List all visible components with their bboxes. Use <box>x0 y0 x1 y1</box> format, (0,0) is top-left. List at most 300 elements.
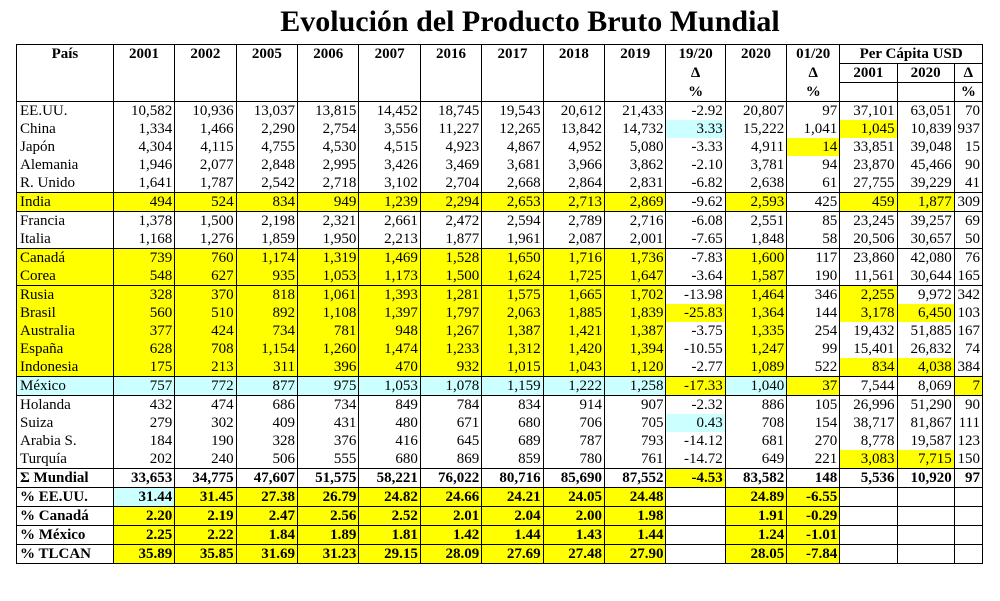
value-cell: 2.19 <box>175 507 236 526</box>
value-cell: 416 <box>359 432 420 450</box>
value-cell: 1,276 <box>175 230 236 249</box>
value-cell: 309 <box>954 193 982 212</box>
value-cell: 10,920 <box>897 469 954 488</box>
value-cell: 4,952 <box>543 138 604 156</box>
value-cell <box>666 507 725 526</box>
value-cell: 548 <box>113 267 174 286</box>
value-cell <box>897 526 954 545</box>
value-cell: -2.10 <box>666 156 725 174</box>
value-cell: 90 <box>954 396 982 415</box>
value-cell: 23,860 <box>840 249 897 268</box>
value-cell: 409 <box>236 414 297 432</box>
value-cell: 645 <box>420 432 481 450</box>
value-cell: 11,561 <box>840 267 897 286</box>
value-cell: 80,716 <box>482 469 543 488</box>
delta-symbol: Δ <box>666 64 725 83</box>
value-cell: 0.43 <box>666 414 725 432</box>
value-cell: 14,732 <box>605 120 666 138</box>
country-name: % EE.UU. <box>17 488 114 507</box>
value-cell: 1,108 <box>298 304 359 322</box>
value-cell: 2,668 <box>482 174 543 193</box>
value-cell: 5,536 <box>840 469 897 488</box>
value-cell: 2.01 <box>420 507 481 526</box>
value-cell: 2.47 <box>236 507 297 526</box>
country-name: India <box>17 193 114 212</box>
value-cell: 1,393 <box>359 286 420 305</box>
country-name: Francia <box>17 212 114 231</box>
value-cell: 70 <box>954 102 982 121</box>
country-name: Holanda <box>17 396 114 415</box>
value-cell: 31.69 <box>236 545 297 564</box>
value-cell: 459 <box>840 193 897 212</box>
value-cell: 5,080 <box>605 138 666 156</box>
value-cell: 41 <box>954 174 982 193</box>
year-header: 2005 <box>236 45 297 64</box>
value-cell: 869 <box>420 450 481 469</box>
value-cell: 1.81 <box>359 526 420 545</box>
value-cell: 1,787 <box>175 174 236 193</box>
value-cell: 627 <box>175 267 236 286</box>
value-cell: 190 <box>787 267 840 286</box>
value-cell: 26.79 <box>298 488 359 507</box>
table-row <box>17 322 983 340</box>
value-cell: 2.04 <box>482 507 543 526</box>
value-cell: 480 <box>359 414 420 432</box>
value-cell: 51,290 <box>897 396 954 415</box>
value-cell: 103 <box>954 304 982 322</box>
value-cell: 1.91 <box>725 507 786 526</box>
value-cell: 949 <box>298 193 359 212</box>
value-cell: 1.24 <box>725 526 786 545</box>
value-cell: 83,582 <box>725 469 786 488</box>
value-cell: 4,530 <box>298 138 359 156</box>
value-cell: -6.55 <box>787 488 840 507</box>
value-cell: 834 <box>482 396 543 415</box>
value-cell: 2,713 <box>543 193 604 212</box>
value-cell: 27.48 <box>543 545 604 564</box>
value-cell: 144 <box>787 304 840 322</box>
value-cell: 24.21 <box>482 488 543 507</box>
country-name: España <box>17 340 114 358</box>
pc-2020-header: 2020 <box>897 64 954 83</box>
year-header: 2017 <box>482 45 543 64</box>
value-cell: 757 <box>113 377 174 396</box>
value-cell: 13,037 <box>236 102 297 121</box>
value-cell: 45,466 <box>897 156 954 174</box>
value-cell: 1,319 <box>298 249 359 268</box>
value-cell: -1.01 <box>787 526 840 545</box>
value-cell: 4,923 <box>420 138 481 156</box>
value-cell: 1,078 <box>420 377 481 396</box>
value-cell: 50 <box>954 230 982 249</box>
value-cell: 202 <box>113 450 174 469</box>
country-name: China <box>17 120 114 138</box>
value-cell: 37 <box>787 377 840 396</box>
value-cell: 1,474 <box>359 340 420 358</box>
country-name: Japón <box>17 138 114 156</box>
value-cell: 1,247 <box>725 340 786 358</box>
value-cell: 270 <box>787 432 840 450</box>
value-cell: 708 <box>175 340 236 358</box>
value-cell: 190 <box>175 432 236 450</box>
value-cell: 311 <box>236 358 297 377</box>
value-cell: 76 <box>954 249 982 268</box>
value-cell: 1.43 <box>543 526 604 545</box>
value-cell: 370 <box>175 286 236 305</box>
value-cell: 2,661 <box>359 212 420 231</box>
value-cell: 2,869 <box>605 193 666 212</box>
value-cell: 74 <box>954 340 982 358</box>
value-cell: 31.23 <box>298 545 359 564</box>
value-cell: -3.64 <box>666 267 725 286</box>
value-cell: 15,401 <box>840 340 897 358</box>
value-cell: -2.92 <box>666 102 725 121</box>
value-cell: 3,469 <box>420 156 481 174</box>
value-cell: 3.33 <box>666 120 725 138</box>
value-cell: 85,690 <box>543 469 604 488</box>
value-cell: 39,257 <box>897 212 954 231</box>
value-cell: 1,312 <box>482 340 543 358</box>
value-cell: 28.05 <box>725 545 786 564</box>
table-row <box>17 249 983 268</box>
value-cell: 2,593 <box>725 193 786 212</box>
percent-unit: % <box>787 83 840 102</box>
year-header: 2019 <box>605 45 666 64</box>
value-cell: 780 <box>543 450 604 469</box>
value-cell: 2,653 <box>482 193 543 212</box>
value-cell: 734 <box>236 322 297 340</box>
value-cell: 154 <box>787 414 840 432</box>
value-cell: 510 <box>175 304 236 322</box>
value-cell: 6,450 <box>897 304 954 322</box>
value-cell: 877 <box>236 377 297 396</box>
value-cell: 47,607 <box>236 469 297 488</box>
share-row <box>17 488 983 507</box>
value-cell: 2,198 <box>236 212 297 231</box>
value-cell: 33,653 <box>113 469 174 488</box>
value-cell: 3,966 <box>543 156 604 174</box>
value-cell <box>954 488 982 507</box>
value-cell: 2,864 <box>543 174 604 193</box>
change-1920-header: 19/20 <box>666 45 725 64</box>
value-cell: 19,543 <box>482 102 543 121</box>
value-cell: 1,641 <box>113 174 174 193</box>
value-cell: 38,717 <box>840 414 897 432</box>
gdp-table <box>16 44 983 564</box>
table-row <box>17 120 983 138</box>
value-cell: 932 <box>420 358 481 377</box>
value-cell: 35.89 <box>113 545 174 564</box>
table-row <box>17 193 983 212</box>
value-cell: 15 <box>954 138 982 156</box>
value-cell: 834 <box>236 193 297 212</box>
value-cell: -14.72 <box>666 450 725 469</box>
value-cell: 1,397 <box>359 304 420 322</box>
value-cell: 948 <box>359 322 420 340</box>
value-cell: 94 <box>787 156 840 174</box>
value-cell: 23,870 <box>840 156 897 174</box>
value-cell: 7,544 <box>840 377 897 396</box>
value-cell: 760 <box>175 249 236 268</box>
year-header: 2001 <box>113 45 174 64</box>
value-cell: 4,515 <box>359 138 420 156</box>
value-cell: 2,704 <box>420 174 481 193</box>
value-cell: 1.42 <box>420 526 481 545</box>
value-cell: 150 <box>954 450 982 469</box>
value-cell: 42,080 <box>897 249 954 268</box>
value-cell: 1,528 <box>420 249 481 268</box>
country-name: Australia <box>17 322 114 340</box>
value-cell: 20,612 <box>543 102 604 121</box>
country-name: Indonesia <box>17 358 114 377</box>
value-cell: 1,575 <box>482 286 543 305</box>
value-cell: 11,227 <box>420 120 481 138</box>
value-cell: -17.33 <box>666 377 725 396</box>
value-cell: 1,120 <box>605 358 666 377</box>
year-header: 2016 <box>420 45 481 64</box>
value-cell <box>666 545 725 564</box>
value-cell <box>840 526 897 545</box>
year-2020-header: 2020 <box>725 45 786 64</box>
value-cell: 1,267 <box>420 322 481 340</box>
value-cell: -4.53 <box>666 469 725 488</box>
value-cell: -2.32 <box>666 396 725 415</box>
year-header: 2018 <box>543 45 604 64</box>
value-cell: 1,015 <box>482 358 543 377</box>
value-cell: -7.65 <box>666 230 725 249</box>
delta-symbol: Δ <box>787 64 840 83</box>
value-cell: 14,452 <box>359 102 420 121</box>
table-row <box>17 286 983 305</box>
value-cell: 522 <box>787 358 840 377</box>
value-cell: 2,848 <box>236 156 297 174</box>
value-cell: 165 <box>954 267 982 286</box>
value-cell: 10,582 <box>113 102 174 121</box>
value-cell: 15,222 <box>725 120 786 138</box>
table-row <box>17 340 983 358</box>
value-cell: 4,911 <box>725 138 786 156</box>
value-cell: 1,466 <box>175 120 236 138</box>
value-cell: 1,174 <box>236 249 297 268</box>
table-row <box>17 358 983 377</box>
value-cell: 834 <box>840 358 897 377</box>
value-cell: 328 <box>113 286 174 305</box>
value-cell: 1,885 <box>543 304 604 322</box>
value-cell: 2.52 <box>359 507 420 526</box>
value-cell: 1,364 <box>725 304 786 322</box>
value-cell: 1,725 <box>543 267 604 286</box>
value-cell: 1,797 <box>420 304 481 322</box>
country-name: Suiza <box>17 414 114 432</box>
value-cell: 1,239 <box>359 193 420 212</box>
value-cell: 30,644 <box>897 267 954 286</box>
value-cell: 1,222 <box>543 377 604 396</box>
value-cell: 87,552 <box>605 469 666 488</box>
value-cell: 29.15 <box>359 545 420 564</box>
value-cell: 671 <box>420 414 481 432</box>
value-cell: 2.25 <box>113 526 174 545</box>
value-cell: 396 <box>298 358 359 377</box>
value-cell: 24.05 <box>543 488 604 507</box>
value-cell: 2,995 <box>298 156 359 174</box>
value-cell: 19,432 <box>840 322 897 340</box>
value-cell: 63,051 <box>897 102 954 121</box>
value-cell: 1,173 <box>359 267 420 286</box>
value-cell: 975 <box>298 377 359 396</box>
value-cell: 3,083 <box>840 450 897 469</box>
value-cell: 1,464 <box>725 286 786 305</box>
value-cell <box>954 545 982 564</box>
value-cell: 1,233 <box>420 340 481 358</box>
table-row <box>17 450 983 469</box>
value-cell: 2,831 <box>605 174 666 193</box>
page-title: Evolución del Producto Bruto Mundial <box>280 5 780 38</box>
value-cell: 2,551 <box>725 212 786 231</box>
value-cell: 24.89 <box>725 488 786 507</box>
value-cell: -25.83 <box>666 304 725 322</box>
value-cell: 35.85 <box>175 545 236 564</box>
country-name: Brasil <box>17 304 114 322</box>
country-name: Canadá <box>17 249 114 268</box>
value-cell: 1,040 <box>725 377 786 396</box>
value-cell: 1,168 <box>113 230 174 249</box>
value-cell: 2,472 <box>420 212 481 231</box>
value-cell: 51,575 <box>298 469 359 488</box>
value-cell: 474 <box>175 396 236 415</box>
value-cell: 21,433 <box>605 102 666 121</box>
value-cell: 85 <box>787 212 840 231</box>
value-cell: 81,867 <box>897 414 954 432</box>
value-cell: 4,304 <box>113 138 174 156</box>
value-cell: -7.83 <box>666 249 725 268</box>
value-cell: 1,702 <box>605 286 666 305</box>
value-cell: 1,089 <box>725 358 786 377</box>
value-cell: 1,500 <box>175 212 236 231</box>
value-cell: 1,378 <box>113 212 174 231</box>
value-cell: 117 <box>787 249 840 268</box>
header-row-2 <box>17 64 983 83</box>
value-cell: 213 <box>175 358 236 377</box>
value-cell: 1,260 <box>298 340 359 358</box>
value-cell: 681 <box>725 432 786 450</box>
value-cell: 2.00 <box>543 507 604 526</box>
value-cell: 346 <box>787 286 840 305</box>
value-cell: 3,781 <box>725 156 786 174</box>
value-cell: 9,972 <box>897 286 954 305</box>
value-cell: 1,650 <box>482 249 543 268</box>
value-cell: 739 <box>113 249 174 268</box>
value-cell: 23,245 <box>840 212 897 231</box>
value-cell <box>954 507 982 526</box>
value-cell: 524 <box>175 193 236 212</box>
value-cell: 1,848 <box>725 230 786 249</box>
value-cell: 494 <box>113 193 174 212</box>
value-cell: 686 <box>236 396 297 415</box>
value-cell: 2,716 <box>605 212 666 231</box>
value-cell: 184 <box>113 432 174 450</box>
value-cell: 24.48 <box>605 488 666 507</box>
value-cell: 39,048 <box>897 138 954 156</box>
value-cell: 175 <box>113 358 174 377</box>
value-cell: 2,638 <box>725 174 786 193</box>
value-cell: 12,265 <box>482 120 543 138</box>
value-cell: 221 <box>787 450 840 469</box>
value-cell <box>666 488 725 507</box>
value-cell: 734 <box>298 396 359 415</box>
value-cell: 4,755 <box>236 138 297 156</box>
value-cell: 772 <box>175 377 236 396</box>
value-cell: 58,221 <box>359 469 420 488</box>
value-cell <box>954 526 982 545</box>
value-cell: 1,877 <box>897 193 954 212</box>
value-cell: 279 <box>113 414 174 432</box>
value-cell: 20,506 <box>840 230 897 249</box>
country-name: % México <box>17 526 114 545</box>
value-cell: 10,936 <box>175 102 236 121</box>
value-cell: 892 <box>236 304 297 322</box>
value-cell: 2,718 <box>298 174 359 193</box>
value-cell: 1,394 <box>605 340 666 358</box>
value-cell: 1.44 <box>605 526 666 545</box>
value-cell <box>897 545 954 564</box>
value-cell: 914 <box>543 396 604 415</box>
value-cell: 8,069 <box>897 377 954 396</box>
percent-unit: % <box>954 83 982 102</box>
change-0120-header: 01/20 <box>787 45 840 64</box>
value-cell: 1,877 <box>420 230 481 249</box>
value-cell: 689 <box>482 432 543 450</box>
per-capita-header: Per Cápita USD <box>840 45 983 64</box>
value-cell: 1,045 <box>840 120 897 138</box>
table-row <box>17 102 983 121</box>
value-cell <box>840 488 897 507</box>
value-cell: 26,832 <box>897 340 954 358</box>
value-cell: 1,946 <box>113 156 174 174</box>
value-cell: 3,102 <box>359 174 420 193</box>
header-row-3 <box>17 83 983 102</box>
value-cell: -14.12 <box>666 432 725 450</box>
table-row <box>17 432 983 450</box>
value-cell: 31.45 <box>175 488 236 507</box>
value-cell: 2,294 <box>420 193 481 212</box>
value-cell: 506 <box>236 450 297 469</box>
value-cell: 1,716 <box>543 249 604 268</box>
value-cell <box>666 526 725 545</box>
value-cell: -6.82 <box>666 174 725 193</box>
value-cell: 342 <box>954 286 982 305</box>
value-cell: 1,624 <box>482 267 543 286</box>
value-cell: 111 <box>954 414 982 432</box>
value-cell: -9.62 <box>666 193 725 212</box>
value-cell: 2.20 <box>113 507 174 526</box>
value-cell: 1,053 <box>359 377 420 396</box>
value-cell: 432 <box>113 396 174 415</box>
table-row <box>17 212 983 231</box>
value-cell: 90 <box>954 156 982 174</box>
value-cell: 24.82 <box>359 488 420 507</box>
value-cell: 1,587 <box>725 267 786 286</box>
country-name: México <box>17 377 114 396</box>
value-cell: 784 <box>420 396 481 415</box>
value-cell: 8,778 <box>840 432 897 450</box>
value-cell: 708 <box>725 414 786 432</box>
value-cell: 27,755 <box>840 174 897 193</box>
value-cell: 69 <box>954 212 982 231</box>
table-row <box>17 230 983 249</box>
table-row <box>17 138 983 156</box>
value-cell: 18,745 <box>420 102 481 121</box>
value-cell: 1.84 <box>236 526 297 545</box>
